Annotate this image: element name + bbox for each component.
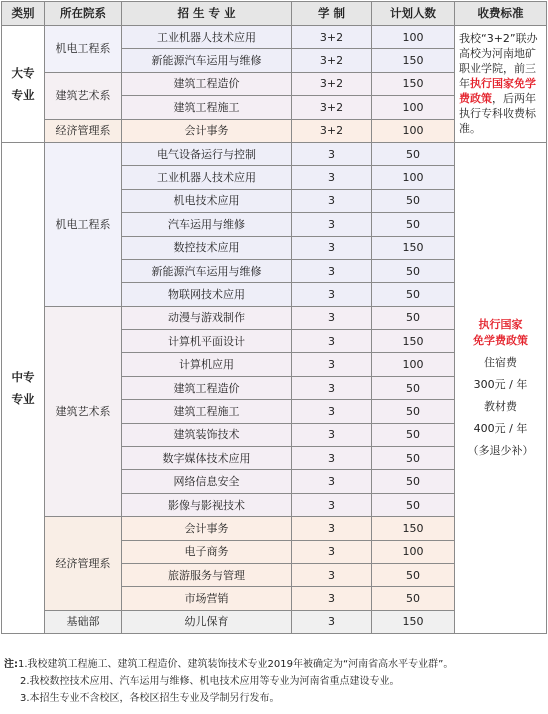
major-cell: 建筑装饰技术 — [122, 423, 292, 446]
major-cell: 建筑工程施工 — [122, 400, 292, 423]
plan-cell: 50 — [372, 376, 455, 399]
department-base: 基础部 — [45, 610, 122, 633]
footnote-text: 3.本招生专业不含校区，各校区招生专业及学制另行发布。 — [20, 693, 280, 704]
major-cell: 工业机器人技术应用 — [122, 166, 292, 189]
plan-cell: 150 — [372, 72, 455, 95]
category-dazhuan — [2, 26, 45, 143]
duration-cell: 3+2 — [292, 72, 372, 95]
header-department: 所在院系 — [45, 2, 122, 26]
major-cell: 会计事务 — [122, 119, 292, 142]
category-zhongzhuan-line1: 中专 — [11, 370, 35, 385]
category-zhongzhuan-line2: 专业 — [11, 392, 35, 407]
major-cell: 电子商务 — [122, 540, 292, 563]
duration-cell: 3 — [292, 376, 372, 399]
table-row — [2, 142, 547, 165]
plan-cell: 100 — [372, 119, 455, 142]
plan-cell: 100 — [372, 540, 455, 563]
plan-cell: 100 — [372, 353, 455, 376]
major-cell: 动漫与游戏制作 — [122, 306, 292, 329]
duration-cell: 3 — [292, 166, 372, 189]
major-cell: 市场营销 — [122, 587, 292, 610]
fee-zhongzhuan-textbook-label: 教材费 — [484, 400, 517, 414]
department-mech-dazhuan: 机电工程系 — [45, 26, 122, 73]
major-cell: 新能源汽车运用与维修 — [122, 259, 292, 282]
duration-cell: 3+2 — [292, 49, 372, 72]
plan-cell: 50 — [372, 447, 455, 470]
major-cell: 建筑工程造价 — [122, 376, 292, 399]
fee-dazhuan-text2: ，后两年执行专科收费标准。 — [459, 92, 536, 136]
fee-zhongzhuan-lodging-label: 住宿费 — [484, 356, 517, 370]
fee-dazhuan — [455, 26, 547, 143]
plan-cell: 50 — [372, 587, 455, 610]
plan-cell: 50 — [372, 400, 455, 423]
major-cell: 旅游服务与管理 — [122, 563, 292, 586]
duration-cell: 3 — [292, 236, 372, 259]
table-header-row — [2, 2, 547, 26]
duration-cell: 3 — [292, 142, 372, 165]
department-arch-zhongzhuan: 建筑艺术系 — [45, 306, 122, 517]
footnote-prefix: 注: — [4, 659, 18, 670]
duration-cell: 3 — [292, 517, 372, 540]
major-cell: 计算机应用 — [122, 353, 292, 376]
plan-cell: 50 — [372, 493, 455, 516]
category-dazhuan-line1: 大专 — [11, 65, 35, 80]
duration-cell: 3+2 — [292, 26, 372, 49]
plan-cell: 50 — [372, 563, 455, 586]
duration-cell: 3 — [292, 400, 372, 423]
fee-zhongzhuan-lodging-value: 300元 / 年 — [473, 378, 528, 392]
plan-cell: 50 — [372, 283, 455, 306]
duration-cell: 3 — [292, 563, 372, 586]
table-row — [2, 26, 547, 49]
duration-cell: 3 — [292, 470, 372, 493]
duration-cell: 3 — [292, 610, 372, 633]
footnote-3 — [4, 690, 544, 707]
header-fee: 收费标准 — [455, 2, 547, 26]
plan-cell: 50 — [372, 306, 455, 329]
department-arch-dazhuan: 建筑艺术系 — [45, 72, 122, 119]
plan-cell: 150 — [372, 330, 455, 353]
major-cell: 数字媒体技术应用 — [122, 447, 292, 470]
major-cell: 建筑工程造价 — [122, 72, 292, 95]
department-mech-zhongzhuan: 机电工程系 — [45, 142, 122, 306]
plan-cell: 50 — [372, 259, 455, 282]
plan-cell: 150 — [372, 49, 455, 72]
header-major: 招 生 专 业 — [122, 2, 292, 26]
duration-cell: 3 — [292, 330, 372, 353]
plan-cell: 50 — [372, 213, 455, 236]
plan-cell: 150 — [372, 610, 455, 633]
duration-cell: 3 — [292, 306, 372, 329]
major-cell: 会计事务 — [122, 517, 292, 540]
plan-cell: 50 — [372, 142, 455, 165]
fee-zhongzhuan-highlight2: 免学费政策 — [473, 334, 528, 348]
plan-cell: 100 — [372, 26, 455, 49]
major-cell: 幼儿保育 — [122, 610, 292, 633]
footnote-1 — [4, 656, 544, 673]
department-econ-dazhuan: 经济管理系 — [45, 119, 122, 142]
department-econ-zhongzhuan: 经济管理系 — [45, 517, 122, 611]
enrollment-table — [1, 1, 547, 634]
major-cell: 建筑工程施工 — [122, 96, 292, 119]
plan-cell: 150 — [372, 517, 455, 540]
fee-zhongzhuan-textbook-value: 400元 / 年 — [473, 422, 528, 436]
major-cell: 机电技术应用 — [122, 189, 292, 212]
header-plan: 计划人数 — [372, 2, 455, 26]
duration-cell: 3 — [292, 259, 372, 282]
footnote-text: 2.我校数控技术应用、汽车运用与维修、机电技术应用等专业为河南省重点建设专业。 — [20, 676, 400, 687]
category-zhongzhuan — [2, 142, 45, 633]
footnotes — [4, 656, 544, 707]
duration-cell: 3 — [292, 213, 372, 236]
duration-cell: 3 — [292, 493, 372, 516]
major-cell: 数控技术应用 — [122, 236, 292, 259]
plan-cell: 150 — [372, 236, 455, 259]
major-cell: 电气设备运行与控制 — [122, 142, 292, 165]
fee-zhongzhuan-refund-note: （多退少补） — [467, 444, 534, 458]
header-duration: 学 制 — [292, 2, 372, 26]
major-cell: 网络信息安全 — [122, 470, 292, 493]
duration-cell: 3 — [292, 587, 372, 610]
duration-cell: 3 — [292, 447, 372, 470]
duration-cell: 3 — [292, 283, 372, 306]
duration-cell: 3 — [292, 353, 372, 376]
major-cell: 影像与影视技术 — [122, 493, 292, 516]
plan-cell: 100 — [372, 166, 455, 189]
plan-cell: 50 — [372, 423, 455, 446]
footnote-text: 1.我校建筑工程施工、建筑工程造价、建筑装饰技术专业2019年被确定为“河南省高水平专业群”。 — [18, 659, 454, 670]
major-cell: 计算机平面设计 — [122, 330, 292, 353]
duration-cell: 3+2 — [292, 96, 372, 119]
duration-cell: 3 — [292, 540, 372, 563]
major-cell: 汽车运用与维修 — [122, 213, 292, 236]
fee-zhongzhuan-highlight1: 执行国家 — [478, 318, 523, 332]
footnote-2 — [4, 673, 544, 690]
category-dazhuan-line2: 专业 — [11, 87, 35, 102]
major-cell: 物联网技术应用 — [122, 283, 292, 306]
plan-cell: 100 — [372, 96, 455, 119]
plan-cell: 50 — [372, 189, 455, 212]
major-cell: 工业机器人技术应用 — [122, 26, 292, 49]
fee-dazhuan-highlight: 执行国家免学费政策 — [459, 77, 536, 106]
fee-zhongzhuan — [455, 142, 547, 633]
header-category: 类别 — [2, 2, 45, 26]
major-cell: 新能源汽车运用与维修 — [122, 49, 292, 72]
fee-dazhuan-text1: 我校“3+2”联办高校为河南地矿职业学院，前三年 — [459, 32, 538, 91]
duration-cell: 3 — [292, 189, 372, 212]
duration-cell: 3+2 — [292, 119, 372, 142]
plan-cell: 50 — [372, 470, 455, 493]
duration-cell: 3 — [292, 423, 372, 446]
